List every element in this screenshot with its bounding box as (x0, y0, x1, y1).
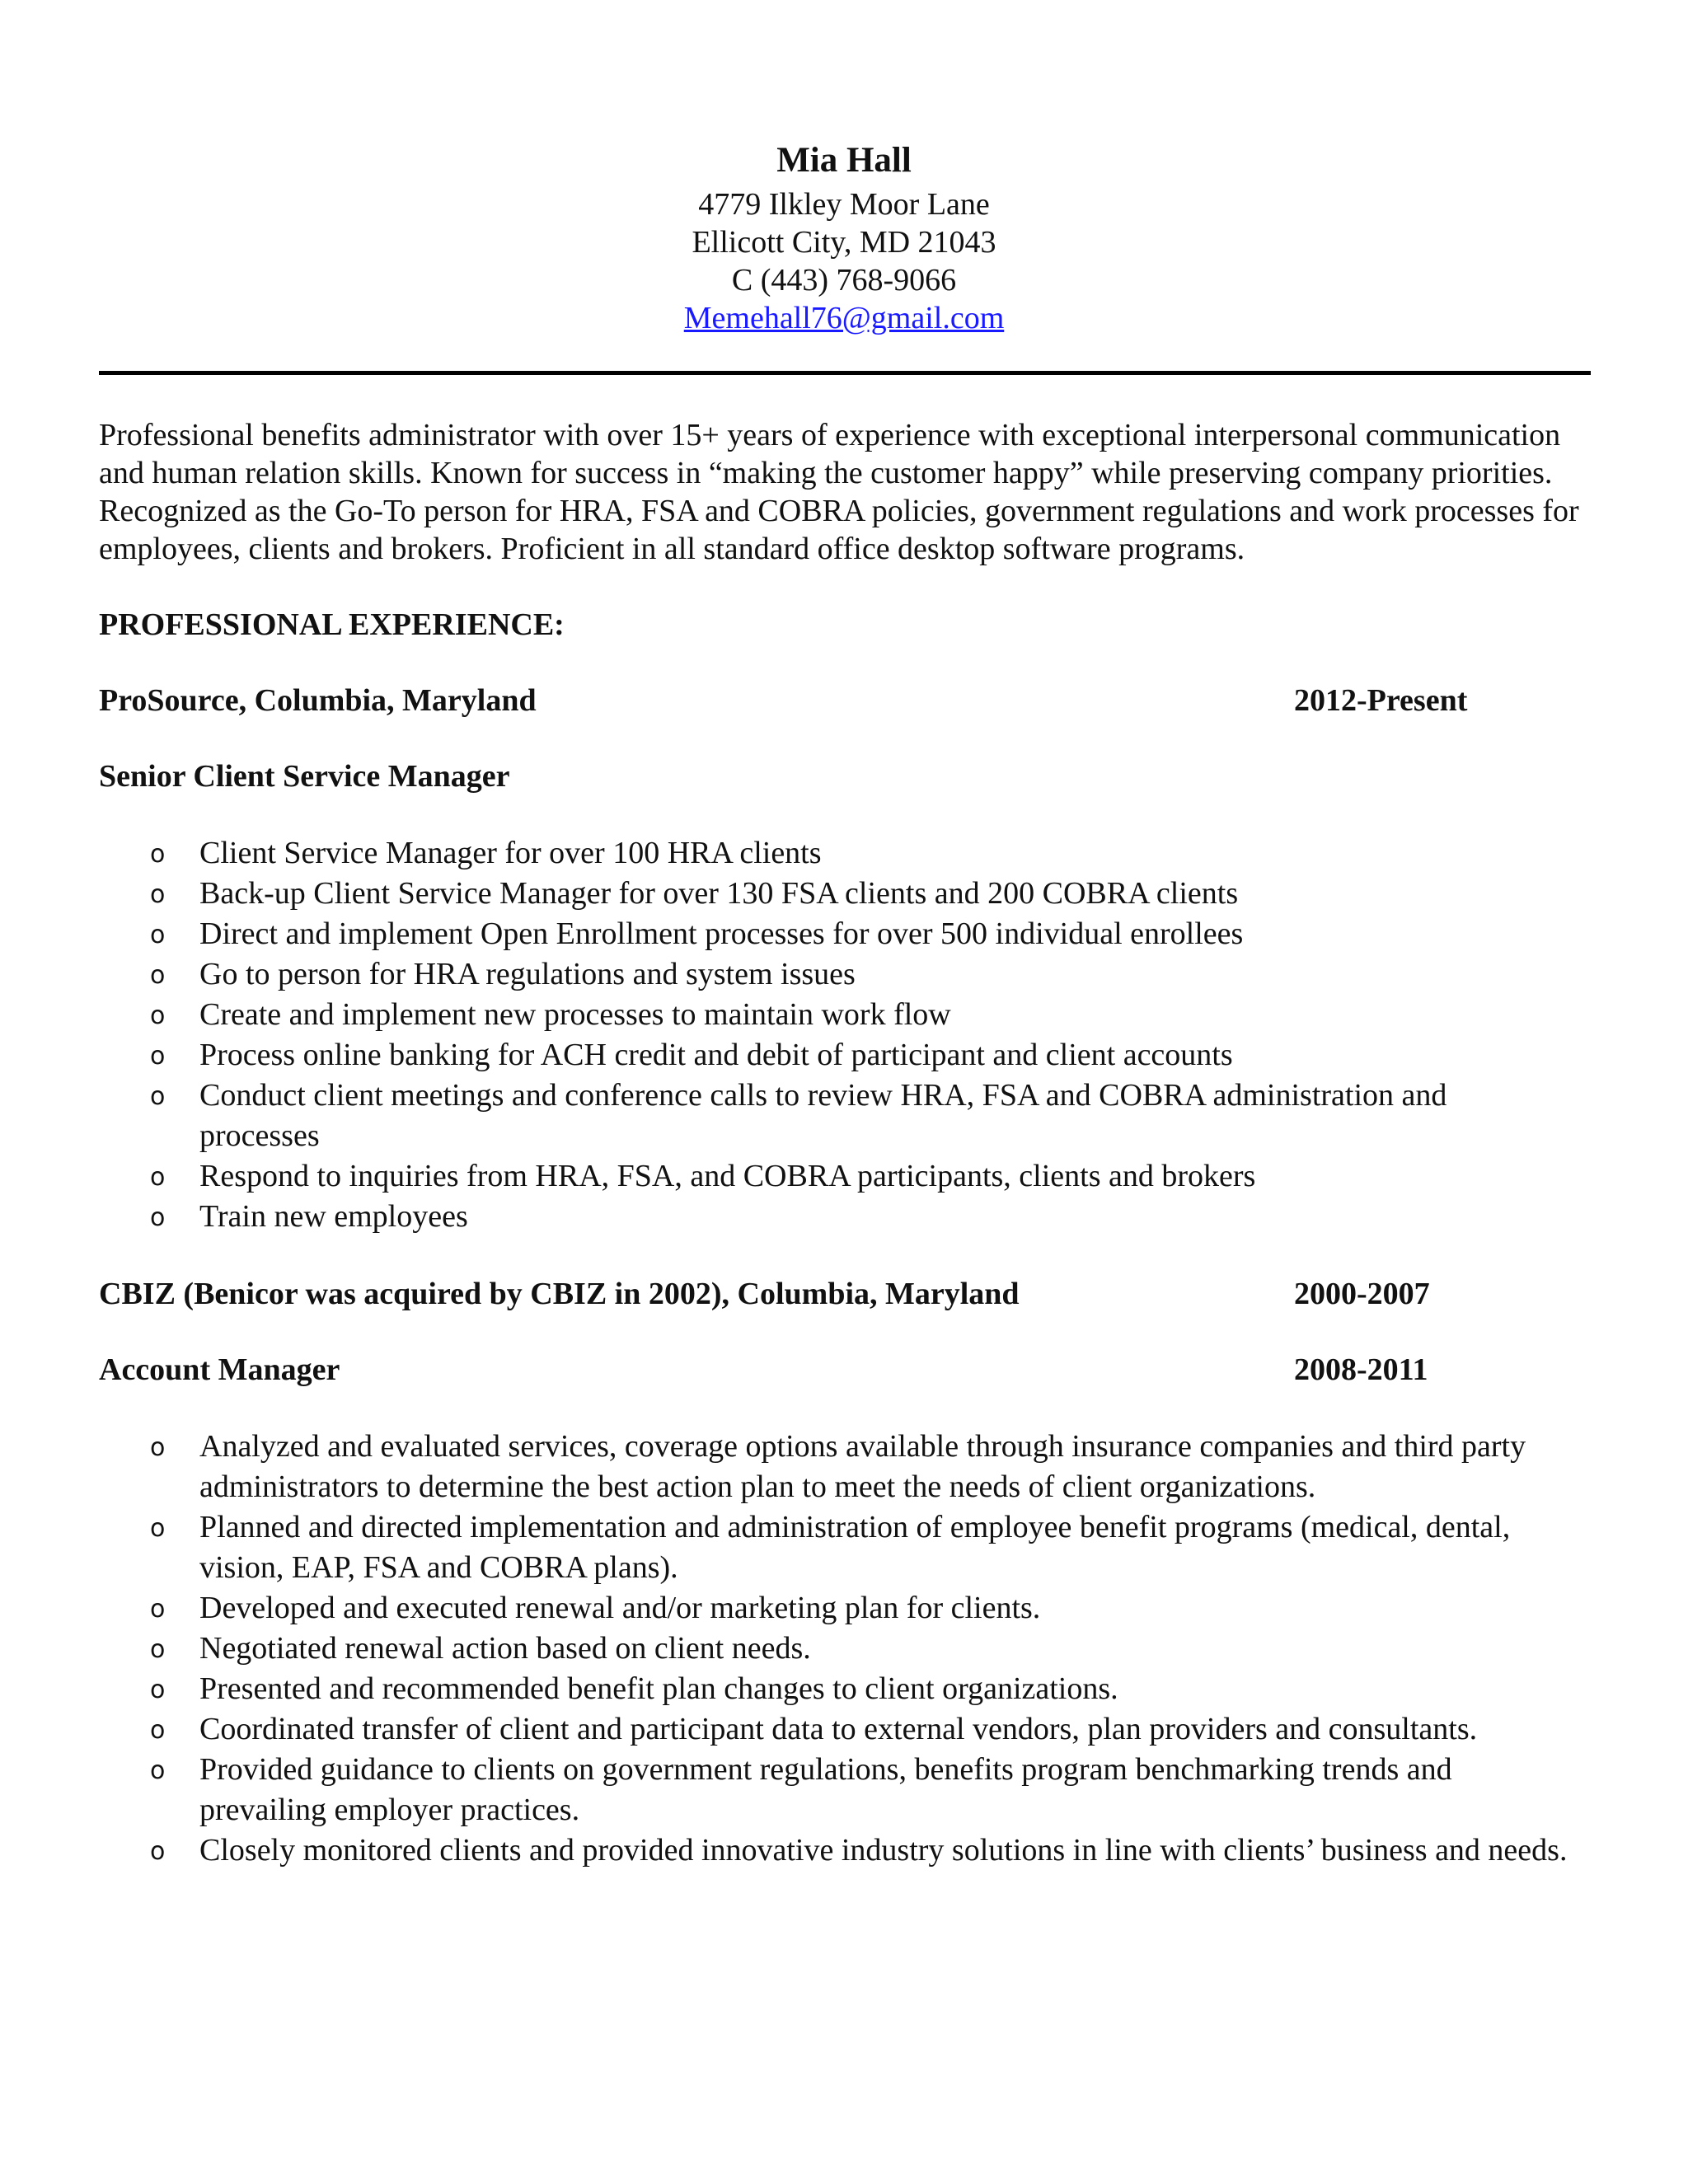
duty-text: Train new employees (199, 1199, 468, 1234)
bullet-icon: o (150, 1082, 166, 1111)
resume-body (99, 416, 1591, 1871)
job-title: Account Manager (99, 1352, 340, 1387)
bullet-icon: o (150, 921, 166, 949)
bullet-icon: o (150, 1635, 166, 1664)
duty-item (99, 1830, 1591, 1871)
duty-item (99, 914, 1591, 954)
duty-item (99, 1156, 1591, 1197)
bullet-icon: o (150, 1042, 166, 1071)
job-title-row (99, 1351, 1591, 1389)
duty-text: Planned and directed implementation and administration of employee benefit programs (medical, dental, vision, EAP, FSA and COBRA plans). (199, 1510, 1511, 1585)
job-company: ProSource, Columbia, Maryland (99, 683, 537, 718)
candidate-name: Mia Hall (776, 141, 912, 180)
bullet-icon: o (150, 1514, 166, 1543)
job-company-dates: 2012-Present (1294, 683, 1468, 718)
bullet-icon: o (150, 1595, 166, 1624)
bullet-icon: o (150, 840, 166, 869)
duty-text: Analyzed and evaluated services, coverage options available through insurance companies and third party administrators to determine the best action plan to meet the needs of client organizations. (199, 1429, 1526, 1504)
bullet-icon: o (150, 1203, 166, 1232)
duty-item (99, 1669, 1591, 1709)
duty-text: Presented and recommended benefit plan changes to client organizations. (199, 1671, 1118, 1706)
duty-text: Go to person for HRA regulations and system issues (199, 957, 856, 991)
duty-text: Direct and implement Open Enrollment processes for over 500 individual enrollees (199, 916, 1244, 951)
duty-text: Coordinated transfer of client and participant data to external vendors, plan providers and consultants. (199, 1712, 1478, 1746)
duty-item (99, 1197, 1591, 1237)
job-title-dates: 2008-2011 (1294, 1352, 1428, 1387)
duty-text: Create and implement new processes to maintain work flow (199, 997, 951, 1032)
duty-item (99, 1750, 1591, 1830)
job-company-dates: 2000-2007 (1294, 1277, 1430, 1311)
bullet-icon: o (150, 1163, 166, 1192)
bullet-icon: o (150, 1001, 166, 1030)
duty-text: Closely monitored clients and provided innovative industry solutions in line with clients’ business and needs. (199, 1833, 1568, 1868)
header-divider (99, 371, 1591, 375)
duty-text: Back-up Client Service Manager for over 130 FSA clients and 200 COBRA clients (199, 876, 1239, 911)
job-company-row (99, 1275, 1591, 1313)
address-line-1: 4779 Ilkley Moor Lane (698, 187, 990, 222)
bullet-icon: o (150, 1756, 166, 1785)
job-title: Senior Client Service Manager (99, 759, 510, 794)
job-title-row (99, 757, 1591, 795)
bullet-icon: o (150, 880, 166, 909)
contact-header (0, 136, 1688, 337)
duty-item (99, 995, 1591, 1035)
job-duties-list (99, 833, 1591, 1237)
duty-item (99, 833, 1591, 874)
bullet-icon: o (150, 1837, 166, 1866)
duty-item (99, 1507, 1591, 1588)
duty-item (99, 1629, 1591, 1669)
duty-item (99, 1427, 1591, 1507)
job-duties-list (99, 1427, 1591, 1871)
duty-item (99, 874, 1591, 914)
duty-text: Negotiated renewal action based on client needs. (199, 1631, 811, 1666)
duty-text: Provided guidance to clients on government regulations, benefits program benchmarking trends and prevailing employer practices. (199, 1752, 1452, 1827)
professional-summary: Professional benefits administrator with over 15+ years of experience with exceptional interpersonal communication and human relation skills. Known for success in “making the customer happy” while preserving company priorities. Recognized as the Go-To person for HRA, FSA and COBRA policies, government regulations and work processes for employees, clients and brokers. Proficient in all standard office desktop software programs. (99, 418, 1579, 566)
job-company-row (99, 682, 1591, 719)
phone-number: C (443) 768-9066 (731, 263, 957, 298)
address-line-2: Ellicott City, MD 21043 (692, 225, 996, 260)
duty-item (99, 1588, 1591, 1629)
duty-text: Respond to inquiries from HRA, FSA, and COBRA participants, clients and brokers (199, 1159, 1256, 1193)
email-link[interactable]: Memehall76@gmail.com (683, 301, 1005, 335)
duty-item (99, 1076, 1591, 1156)
bullet-icon: o (150, 1675, 166, 1704)
duty-text: Conduct client meetings and conference calls to review HRA, FSA and COBRA administration and processes (199, 1078, 1447, 1153)
duty-item (99, 954, 1591, 995)
bullet-icon: o (150, 961, 166, 990)
duty-item (99, 1035, 1591, 1076)
duty-text: Developed and executed renewal and/or marketing plan for clients. (199, 1591, 1041, 1625)
job-company: CBIZ (Benicor was acquired by CBIZ in 2002), Columbia, Maryland (99, 1277, 1020, 1311)
duty-text: Client Service Manager for over 100 HRA clients (199, 836, 822, 870)
duty-text: Process online banking for ACH credit and debit of participant and client accounts (199, 1038, 1233, 1072)
experience-heading: PROFESSIONAL EXPERIENCE: (99, 607, 565, 642)
duty-item (99, 1709, 1591, 1750)
bullet-icon: o (150, 1716, 166, 1745)
bullet-icon: o (150, 1433, 166, 1462)
